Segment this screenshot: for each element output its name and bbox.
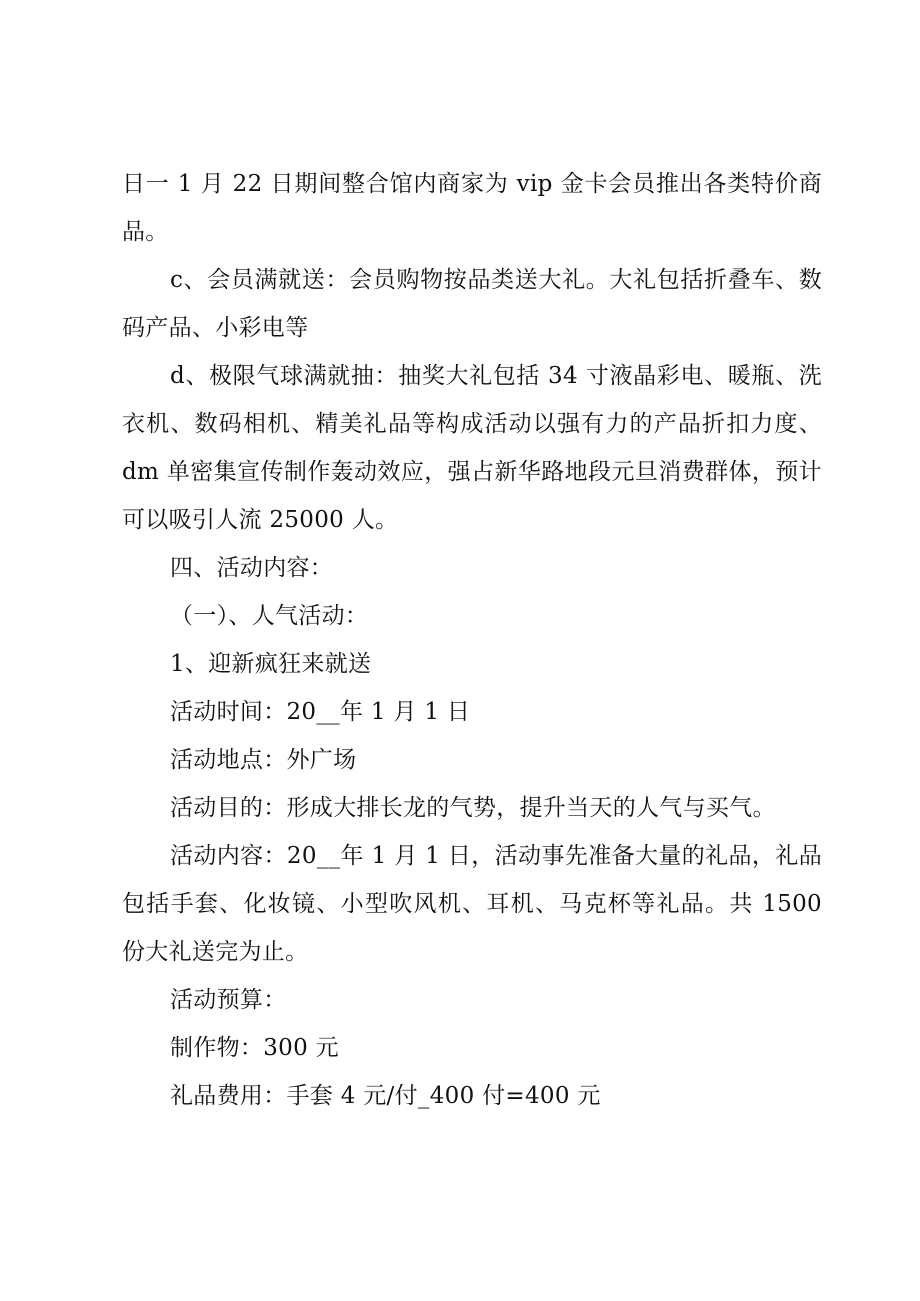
item-heading-new-year-giveaway: 1、迎新疯狂来就送 bbox=[170, 651, 372, 677]
activity-budget-heading: 活动预算： bbox=[170, 987, 287, 1013]
activity-purpose: 活动目的：形成大排长龙的气势，提升当天的人气与买气。 bbox=[170, 795, 776, 821]
activity-time: 活动时间：20__年 1 月 1 日 bbox=[170, 699, 471, 725]
paragraph-balloon-lottery: d、极限气球满就抽：抽奖大礼包括 34 寸液晶彩电、暖瓶、洗衣机、数码相机、精美礼品等构成活动以强有力的产品折扣力度、dm 单密集宣传制作轰动效应，强占新华路地段元旦消费群体，预计可以吸引人流 25000 人。 bbox=[122, 363, 822, 533]
budget-gifts: 礼品费用：手套 4 元/付_400 付=400 元 bbox=[170, 1083, 601, 1109]
activity-location: 活动地点：外广场 bbox=[170, 747, 357, 773]
paragraph-member-gift: c、会员满就送：会员购物按品类送大礼。大礼包括折叠车、数码产品、小彩电等 bbox=[122, 267, 822, 341]
activity-content: 活动内容：20__年 1 月 1 日，活动事先准备大量的礼品，礼品包括手套、化妆镜、小型吹风机、耳机、马克杯等礼品。共 1500 份大礼送完为止。 bbox=[122, 843, 822, 965]
subsection-heading-popularity: （一）、人气活动： bbox=[170, 603, 369, 629]
document-body bbox=[122, 160, 822, 1120]
section-heading-activity-content: 四、活动内容： bbox=[170, 555, 334, 581]
budget-production: 制作物：300 元 bbox=[170, 1035, 339, 1061]
paragraph-vip-offer: 日一 1 月 22 日期间整合馆内商家为 vip 金卡会员推出各类特价商品。 bbox=[122, 171, 822, 245]
